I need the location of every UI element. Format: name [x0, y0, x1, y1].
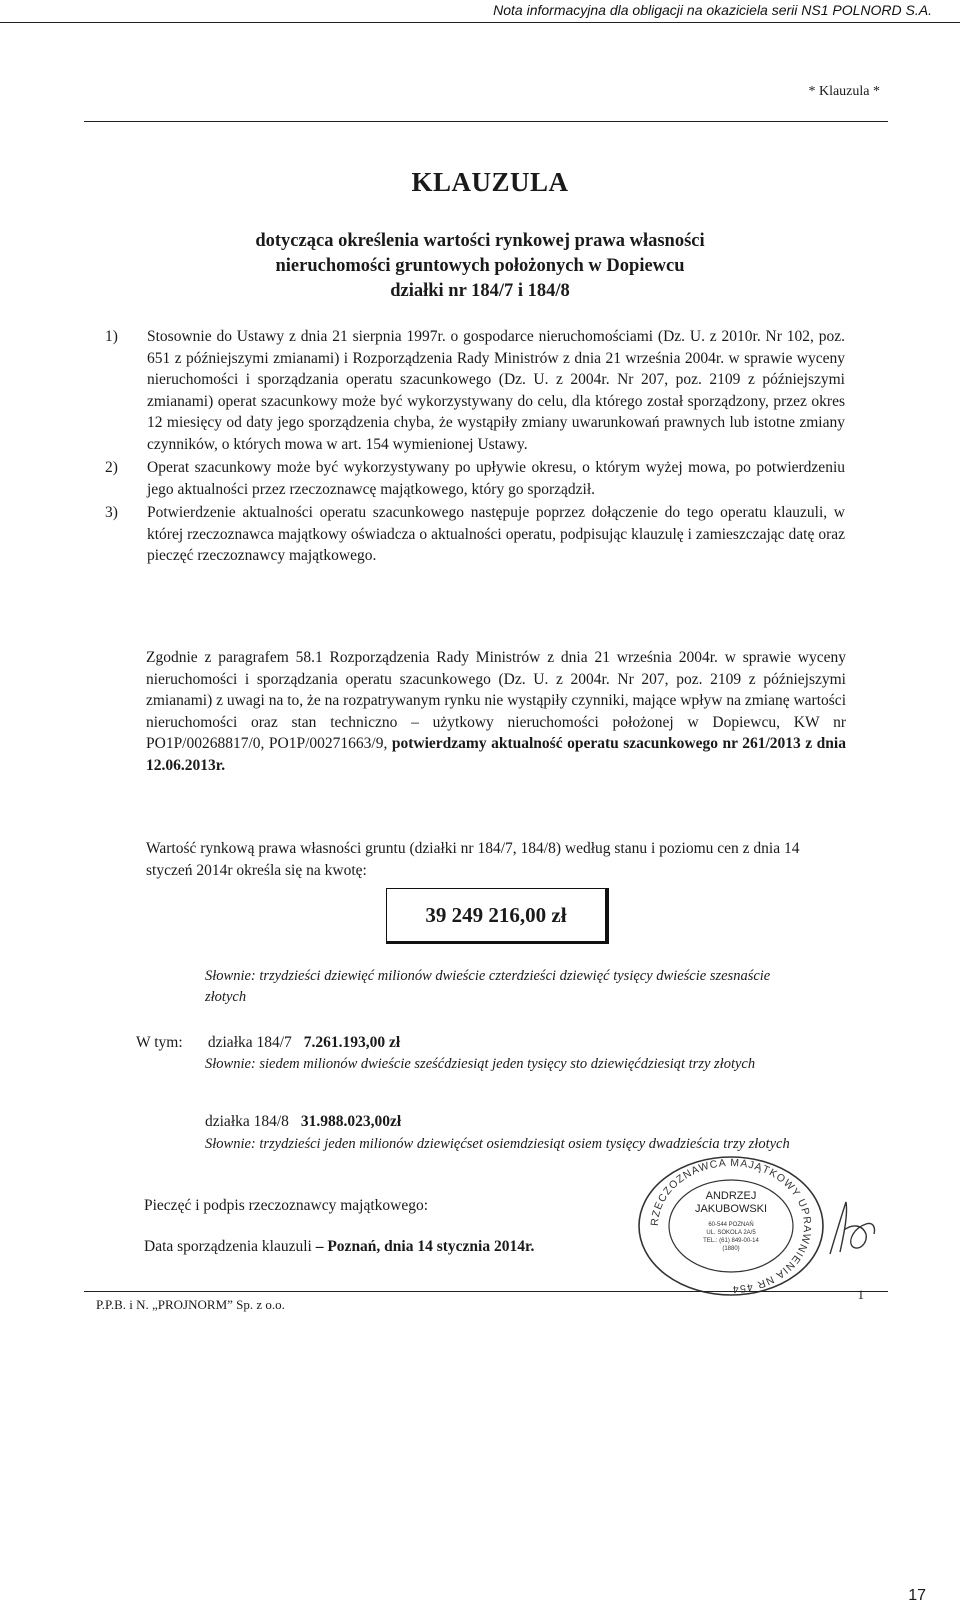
stamp-ring-text: RZECZOZNAWCA MAJĄTKOWY UPRAWNIENIA NR 454	[648, 1156, 814, 1296]
value-paragraph: Wartość rynkową prawa własności gruntu (działki nr 184/7, 184/8) według stanu i poziomu cen z dnia 14 styczeń 2014r określa się na kwotę:	[146, 840, 800, 879]
stamp-address: TEL.: (61) 849-00-14	[703, 1238, 759, 1244]
list-number: 1)	[105, 328, 118, 345]
plot-amount: 7.261.193,00 zł	[303, 1034, 401, 1051]
appraiser-stamp	[636, 1154, 826, 1298]
plot-words: Słownie: trzydzieści jeden milionów dziewięćset osiemdziesiąt osiem tysięcy dwadzieścia trzy złotych	[205, 1136, 790, 1152]
page-number: 17	[908, 1587, 926, 1604]
footer-rule	[84, 1291, 888, 1292]
list-number: 2)	[105, 459, 118, 476]
document-title: KLAUZULA	[411, 167, 569, 197]
subtitle-line: działki nr 184/7 i 184/8	[390, 281, 570, 301]
total-value: 39 249 216,00 zł	[425, 902, 567, 927]
subtitle-line: dotycząca określenia wartości rynkowej prawa własności	[255, 231, 705, 251]
confirmation-bold: potwierdzamy aktualność operatu szacunkowego nr 261/2013 z dnia 12.06.2013r.	[146, 735, 846, 774]
breakdown-label: W tym:	[136, 1034, 183, 1051]
tag-rule	[84, 121, 888, 122]
document-subtitle	[150, 229, 810, 304]
plot-name: działka 184/7	[207, 1034, 292, 1051]
breakdown-plot-184-7	[136, 1034, 400, 1052]
list-number: 3)	[105, 504, 118, 521]
stamp-address: 60-544 POZNAŃ	[708, 1222, 754, 1228]
list-text: Stosownie do Ustawy z dnia 21 sierpnia 1997r. o gospodarce nieruchomościami (Dz. U. z 2010r. Nr 102, poz. 651 z późniejszymi zmianami) i Rozporządzenia Rady Ministrów z dnia 21 września 2004r. w sprawie wyceny nieruchomości i sporządzania operatu szacunkowego (Dz. U. z 2004r. Nr 207, poz. 2109 z późniejszymi zmianami) operat szacunkowy może być wykorzystywany do celu, dla którego został sporządzony, przez okres 12 miesięcy od daty jego sporządzenia chyba, że wystąpiły zmiany uwarunkowań prawnych lub istotne zmiany czynników, o których mowa w art. 154 wymienionej Ustawy.	[147, 328, 845, 453]
list-item	[105, 457, 845, 500]
total-in-words: Słownie: trzydzieści dziewięć milionów dwieście czterdzieści dziewięć tysięcy dwieście szesnaście złotych	[205, 968, 771, 1005]
list-text: Potwierdzenie aktualności operatu szacunkowego następuje poprzez dołączenie do tego operatu klauzuli, w której rzeczoznawca majątkowy oświadcza o aktualności operatu, podpisując klauzulę i zamieszczając datę oraz pieczęć rzeczoznawcy majątkowego.	[147, 504, 845, 564]
date-line	[144, 1238, 534, 1256]
list-item	[105, 326, 845, 455]
total-value-box	[386, 888, 609, 944]
clause-list	[105, 326, 845, 569]
subtitle-line: nieruchomości gruntowych położonych w Dopiewcu	[275, 256, 685, 276]
stamp-address: (1880)	[722, 1246, 740, 1252]
footer-company: P.P.B. i N. „PROJNORM” Sp. z o.o.	[96, 1297, 285, 1312]
plot-words: Słownie: siedem milionów dwieście sześćdziesiąt jeden tysięcy sto dziewięćdziesiąt trzy złotych	[205, 1056, 756, 1072]
list-text: Operat szacunkowy może być wykorzystywany po upływie okresu, o którym wyżej mowa, po potwierdzeniu jego aktualności przez rzeczoznawcę majątkowego, który go sporządził.	[147, 459, 845, 498]
header-rule	[0, 22, 960, 23]
document-tag: * Klauzula *	[808, 84, 880, 99]
page-header: Nota informacyjna dla obligacji na okaziciela serii NS1 POLNORD S.A.	[493, 2, 932, 18]
stamp-label: Pieczęć i podpis rzeczoznawcy majątkowego:	[144, 1197, 429, 1214]
handwritten-signature	[822, 1194, 882, 1264]
breakdown-plot-184-8	[205, 1113, 401, 1131]
date-value: – Poznań, dnia 14 stycznia 2014r.	[315, 1238, 535, 1255]
date-label: Data sporządzenia klauzuli	[144, 1238, 312, 1255]
stamp-address: UL. SOKOLA 2A/5	[706, 1230, 756, 1236]
confirmation-text: Zgodnie z paragrafem 58.1 Rozporządzenia Rady Ministrów z dnia 21 września 2004r. w sprawie wyceny nieruchomości i sporządzania operatu szacunkowego (Dz. U. z 2004r. Nr 207, poz. 2109 z późniejszymi zmianami) z uwagi na to, że na rozpatrywanym rynku nie wystąpiły czynniki, mające wpływ na zmianę wartości nieruchomości oraz stan techniczno – użytkowy nieruchomości położonej w Dopiewcu, KW nr PO1P/00268817/0, PO1P/00271663/9,	[146, 649, 846, 752]
stamp-name1: ANDRZEJ	[705, 1190, 757, 1202]
stamp-name2: JAKUBOWSKI	[694, 1203, 768, 1215]
plot-name: działka 184/8	[205, 1113, 289, 1130]
list-item	[105, 502, 845, 567]
confirmation-paragraph	[146, 647, 846, 776]
plot-amount: 31.988.023,00zł	[300, 1113, 402, 1130]
footer-page-number: 1	[857, 1287, 864, 1302]
